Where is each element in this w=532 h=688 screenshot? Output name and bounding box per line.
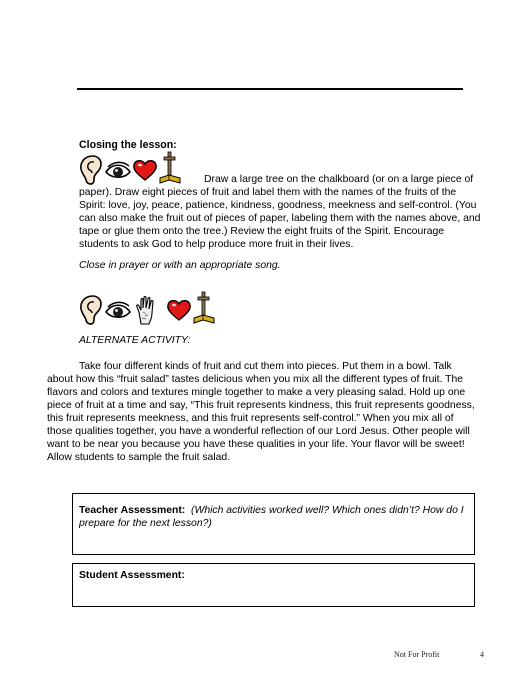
hand-icon bbox=[134, 296, 158, 326]
closing-body: paper). Draw eight pieces of fruit and label them with the names of the fruits of the Spirit: love, joy, peace, patience, kindness, goodness, meekness and self-control. (You can also make the fruit out of pieces of paper, labeling them with the names above, and tape or glue them onto the tree.) Review the eight fruits of the Spirit. Encourage students to ask God to help produce more fruit in their lives. bbox=[79, 187, 481, 250]
closing-prayer: Close in prayer or with an appropriate song. bbox=[79, 260, 281, 271]
closing-instructions bbox=[79, 173, 484, 251]
student-assessment-box[interactable] bbox=[72, 563, 475, 607]
student-assessment-label: Student Assessment: bbox=[79, 570, 185, 581]
eye-icon bbox=[104, 300, 132, 322]
ear-icon bbox=[78, 294, 104, 326]
alternate-icon-row bbox=[78, 290, 216, 326]
top-rule bbox=[77, 88, 463, 90]
footer-text: Not For Profit bbox=[394, 650, 440, 659]
teacher-assessment-prompt: (Which activities worked well? Which ones didn’t? How do I prepare for the next lesson?) bbox=[79, 505, 464, 529]
teacher-assessment-label: Teacher Assessment: bbox=[79, 505, 186, 516]
closing-heading: Closing the lesson: bbox=[79, 139, 177, 151]
cross-bible-icon bbox=[192, 290, 216, 326]
alternate-heading: ALTERNATE ACTIVITY: bbox=[79, 335, 191, 346]
heart-icon bbox=[166, 298, 192, 322]
alternate-body: Take four different kinds of fruit and cut them into pieces. Put them in a bowl. Talk about how this “fruit salad” tastes delicious when you mix all the different types of fruit. The flavors and colors and textures mingle together to make a very pleasing salad. Hold up one piece of fruit at a time and say, “This fruit represents kindness, this fruit represents goodness, this fruit represents meekness, and this fruit represents self-control.” When you mix all of those qualities together, you have a wonderful reflection of our Lord Jesus. Other people will want to be near you because you have these qualities in your life. Your flavor will be sweet! Allow students to sample the fruit salad. bbox=[47, 361, 475, 463]
closing-first-line: Draw a large tree on the chalkboard (or on a large piece of bbox=[204, 174, 474, 185]
teacher-assessment-box[interactable] bbox=[72, 493, 475, 555]
page-number: 4 bbox=[480, 650, 484, 659]
alternate-body-block bbox=[47, 360, 480, 464]
